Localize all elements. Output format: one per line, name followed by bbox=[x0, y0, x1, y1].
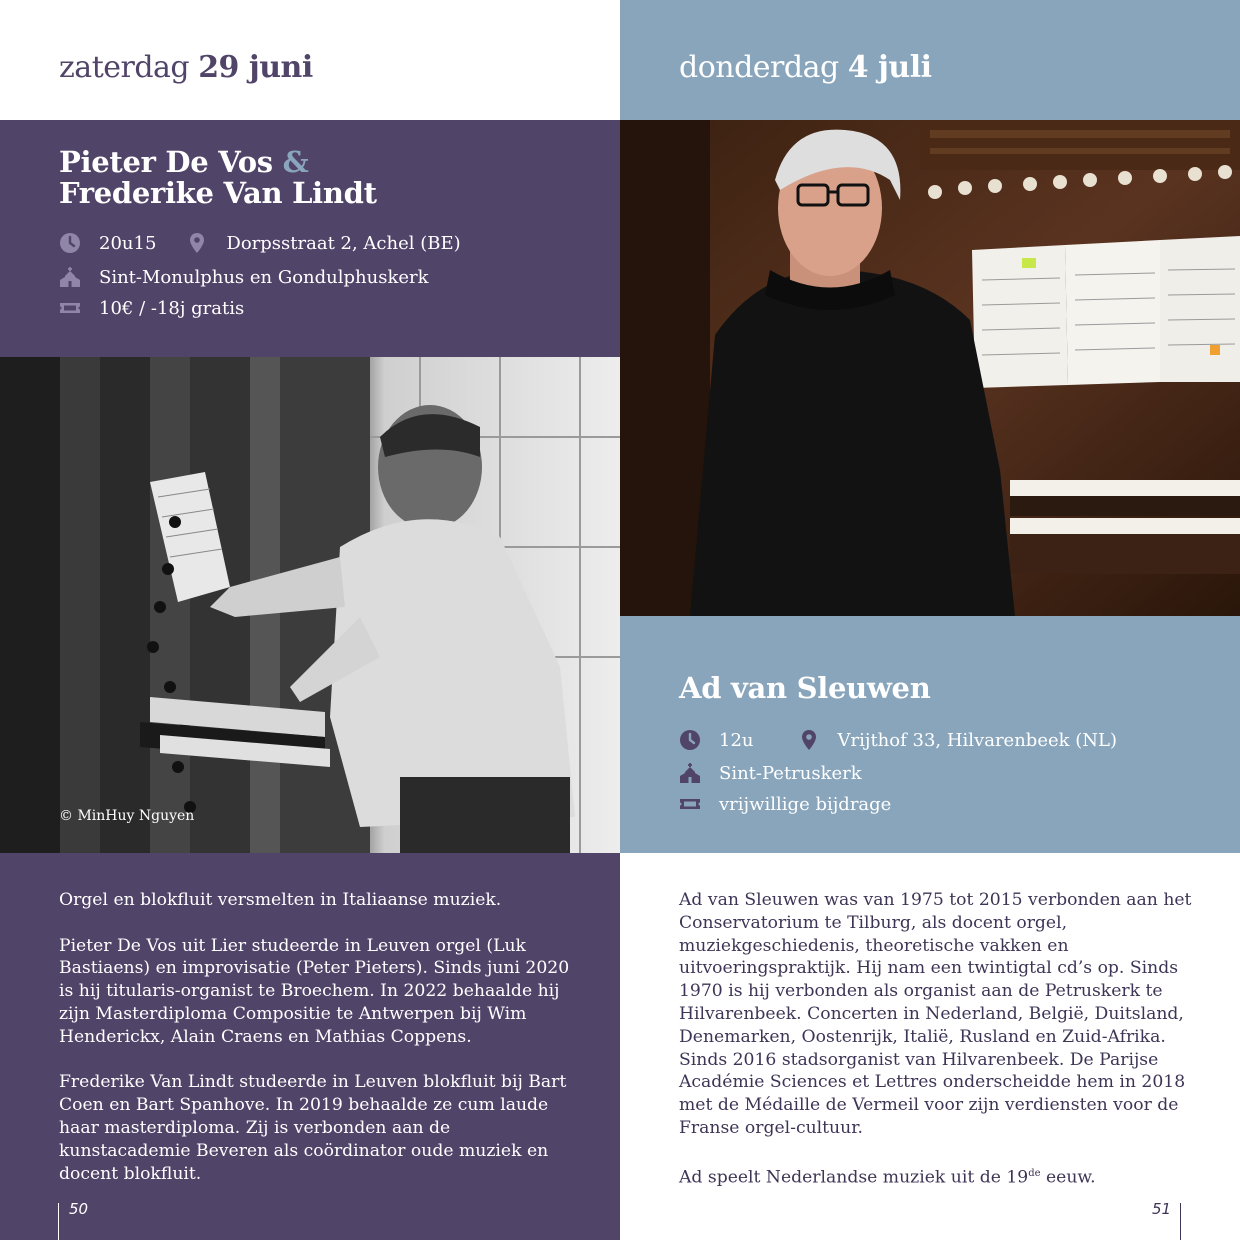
right-paragraph-2-superscript: de bbox=[1028, 1167, 1041, 1179]
right-church: Sint-Petruskerk bbox=[719, 762, 862, 784]
location-pin-icon bbox=[798, 729, 820, 751]
left-body-text bbox=[59, 889, 587, 1208]
left-church-row bbox=[59, 264, 429, 290]
right-body-text bbox=[679, 889, 1197, 1212]
right-page bbox=[620, 0, 1240, 1240]
church-icon bbox=[679, 762, 701, 784]
left-organist-photo bbox=[0, 357, 620, 853]
left-date-weekday: zaterdag bbox=[59, 50, 190, 85]
left-page-rule bbox=[58, 1203, 59, 1240]
left-title-line1: Pieter De Vos bbox=[59, 145, 273, 179]
left-paragraph-1: Orgel en blokfluit versmelten in Italiaanse muziek. bbox=[59, 890, 502, 910]
left-date bbox=[59, 50, 313, 85]
left-title-line2: Frederike Van Lindt bbox=[59, 176, 377, 210]
left-price-row bbox=[59, 295, 244, 321]
right-info-block bbox=[620, 616, 1240, 853]
right-page-number: 51 bbox=[1152, 1200, 1172, 1218]
left-price: 10€ / -18j gratis bbox=[99, 297, 245, 319]
left-page-number: 50 bbox=[69, 1200, 89, 1218]
left-photo-credit: © MinHuy Nguyen bbox=[59, 808, 195, 824]
left-info-block bbox=[0, 120, 620, 357]
clock-icon bbox=[59, 232, 81, 254]
left-date-day: 29 juni bbox=[198, 50, 313, 85]
right-time-row bbox=[679, 727, 1117, 753]
right-date-weekday: donderdag bbox=[679, 50, 839, 85]
right-paragraph-2 bbox=[679, 1163, 1197, 1190]
clock-icon bbox=[679, 729, 701, 751]
right-date bbox=[679, 50, 932, 85]
left-church: Sint-Monulphus en Gondulphuskerk bbox=[99, 266, 429, 288]
right-concert-title: Ad van Sleuwen bbox=[679, 671, 931, 705]
right-paragraph-2-text: Ad speelt Nederlandse muziek uit de 19 bbox=[679, 1167, 1029, 1188]
left-concert-title bbox=[59, 147, 599, 209]
right-paragraph-2-end: eeuw. bbox=[1040, 1167, 1096, 1188]
left-address: Dorpsstraat 2, Achel (BE) bbox=[226, 232, 461, 254]
left-paragraph-3: Frederike Van Lindt studeerde in Leuven blokfluit bij Bart Coen en Bart Spanhove. In 2019 behaalde ze cum laude haar masterdiploma. Zij is verbonden aan de kunstacademie Beveren als coördinator oude muziek en docent blokfluit. bbox=[59, 1072, 567, 1184]
right-date-band bbox=[620, 0, 1240, 120]
right-price: vrijwillige bijdrage bbox=[719, 793, 892, 815]
ticket-icon bbox=[59, 297, 81, 319]
left-paragraph-2: Pieter De Vos uit Lier studeerde in Leuven orgel (Luk Bastiaens) en improvisatie (Peter Pieters). Sinds juni 2020 is hij titularis-organist te Broechem. In 2022 behaalde hij zijn Masterdiploma Compositie te Antwerpen bij Wim Henderickx, Alain Craens en Mathias Coppens. bbox=[59, 935, 570, 1047]
right-time: 12u bbox=[719, 729, 754, 751]
right-paragraph-1: Ad van Sleuwen was van 1975 tot 2015 verbonden aan het Conservatorium te Tilburg, als docent orgel, muziekgeschiedenis, theoretische vakken en uitvoeringspraktijk. Hij nam een twintigtal cd’s op. Sinds 1970 is hij verbonden als organist aan de Petruskerk te Hilvarenbeek. Concerten in Nederland, België, Duitsland, Denemarken, Oostenrijk, Italië, Rusland en Zuid-Afrika. Sinds 2016 stadsorganist van Hilvarenbeek. De Parijse Académie Sciences et Lettres onderscheidde hem in 2018 met de Médaille de Vermeil voor zijn verdiensten voor de Franse orgel-cultuur. bbox=[679, 890, 1192, 1138]
ticket-icon bbox=[679, 793, 701, 815]
left-time: 20u15 bbox=[99, 232, 157, 254]
left-text-block bbox=[0, 853, 620, 1240]
location-pin-icon bbox=[186, 232, 208, 254]
right-church-row bbox=[679, 760, 862, 786]
church-icon bbox=[59, 266, 81, 288]
left-title-ampersand: & bbox=[282, 145, 309, 179]
right-address: Vrijthof 33, Hilvarenbeek (NL) bbox=[837, 729, 1118, 751]
left-time-row bbox=[59, 230, 461, 256]
right-page-rule bbox=[1180, 1203, 1181, 1240]
right-date-day: 4 juli bbox=[847, 50, 932, 85]
right-price-row bbox=[679, 791, 891, 817]
right-organist-photo bbox=[620, 120, 1240, 616]
